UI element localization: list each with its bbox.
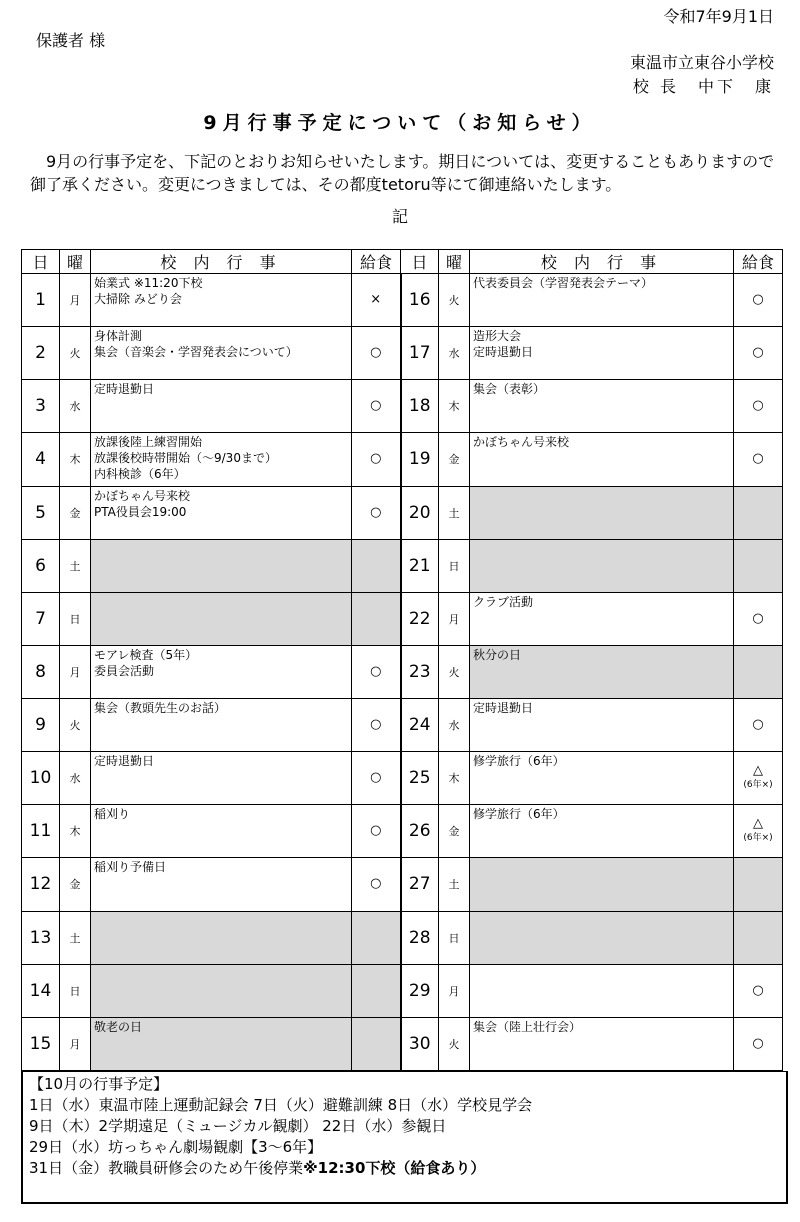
weekday: 火	[60, 327, 91, 380]
lunch-mark: ○	[752, 451, 764, 467]
day-number: 24	[401, 699, 439, 752]
event-item: 内科検診（6年）	[94, 467, 186, 482]
day-number: 28	[401, 911, 439, 964]
header-events: 校 内 行 事	[470, 250, 734, 274]
day-number: 1	[22, 274, 60, 327]
lunch-note: (6年×)	[743, 780, 773, 791]
schedule-body	[22, 274, 783, 1071]
october-line-2: 9日（木）2学期遠足（ミュージカル観劇） 22日（水）参観日	[29, 1117, 447, 1135]
day-number: 12	[22, 858, 60, 911]
table-row	[22, 327, 783, 380]
day-number: 4	[22, 433, 60, 486]
weekday: 水	[60, 380, 91, 433]
lunch-cell	[352, 592, 401, 645]
header-weekday: 曜	[60, 250, 91, 274]
day-number: 20	[401, 486, 439, 539]
day-number: 11	[22, 805, 60, 858]
event-item: 定時退勤日	[94, 382, 155, 397]
header-events: 校 内 行 事	[91, 250, 352, 274]
october-line-3: 29日（水）坊っちゃん劇場観劇【3～6年】	[29, 1138, 323, 1156]
lunch-cell	[352, 911, 401, 964]
table-row	[22, 911, 783, 964]
events-cell	[91, 964, 352, 1017]
event-item: 集会（音楽会・学習発表会について）	[94, 345, 298, 360]
day-number: 22	[401, 592, 439, 645]
weekday: 金	[439, 805, 470, 858]
events-cell	[470, 380, 734, 433]
table-row	[22, 486, 783, 539]
lunch-mark: △	[753, 816, 763, 832]
lunch-cell	[352, 805, 401, 858]
day-number: 26	[401, 805, 439, 858]
lunch-cell	[734, 592, 783, 645]
header-lunch: 給食	[352, 250, 401, 274]
lunch-note: (6年×)	[743, 833, 773, 844]
lunch-cell	[352, 327, 401, 380]
table-row	[22, 539, 783, 592]
events-cell	[470, 805, 734, 858]
weekday: 水	[439, 327, 470, 380]
weekday: 土	[439, 858, 470, 911]
weekday: 木	[60, 805, 91, 858]
schedule-table	[21, 249, 783, 1071]
events-cell	[91, 805, 352, 858]
event-item: PTA役員会19:00	[94, 504, 187, 519]
weekday: 日	[439, 539, 470, 592]
event-item: 大掃除 みどり会	[94, 292, 182, 306]
day-number: 6	[22, 539, 60, 592]
events-cell	[91, 699, 352, 752]
event-item: 稲刈り予備日	[94, 860, 167, 875]
table-row	[22, 699, 783, 752]
lunch-cell	[352, 274, 401, 327]
october-line-1: 1日（水）東温市陸上運動記録会 7日（火）避難訓練 8日（水）学校見学会	[29, 1096, 533, 1114]
weekday: 木	[439, 752, 470, 805]
weekday: 土	[60, 539, 91, 592]
lunch-mark: △	[753, 763, 763, 779]
lunch-cell	[734, 645, 783, 698]
day-number: 9	[22, 699, 60, 752]
lunch-mark: ○	[752, 398, 764, 414]
school-name: 東温市立東谷小学校	[629, 53, 774, 72]
events-cell	[91, 752, 352, 805]
events-cell	[470, 539, 734, 592]
events-cell	[91, 380, 352, 433]
event-item: 始業式 ※11:20下校	[94, 276, 203, 290]
addressee: 保護者 様	[36, 31, 106, 50]
day-number: 13	[22, 911, 60, 964]
events-cell	[470, 274, 734, 327]
header-day: 日	[22, 250, 60, 274]
events-cell	[470, 327, 734, 380]
events-cell	[470, 858, 734, 911]
october-heading: 【10月の行事予定】	[29, 1075, 169, 1093]
weekday: 金	[60, 486, 91, 539]
intro-line-1: 9月の行事予定を、下記のとおりお知らせいたします。期日については、変更することもありますので	[30, 152, 775, 171]
lunch-cell	[352, 752, 401, 805]
events-cell	[470, 486, 734, 539]
table-row	[22, 964, 783, 1017]
lunch-cell	[734, 699, 783, 752]
lunch-mark: ○	[370, 345, 382, 361]
lunch-cell	[352, 858, 401, 911]
lunch-cell	[352, 486, 401, 539]
lunch-cell	[734, 911, 783, 964]
lunch-cell	[734, 539, 783, 592]
document-date: 令和7年9月1日	[663, 7, 774, 26]
lunch-mark: ○	[752, 1035, 764, 1051]
table-row	[22, 592, 783, 645]
october-line-4-bold: ※12:30下校（給食あり）	[303, 1159, 486, 1177]
events-cell	[470, 964, 734, 1017]
principal-name: 校 長 中下 康	[632, 77, 774, 96]
events-cell	[91, 433, 352, 486]
day-number: 30	[401, 1017, 439, 1070]
lunch-mark: ○	[752, 345, 764, 361]
weekday: 火	[439, 274, 470, 327]
day-number: 10	[22, 752, 60, 805]
event-item: 身体計測	[94, 329, 143, 344]
event-item: 稲刈り	[94, 807, 131, 822]
events-cell	[91, 327, 352, 380]
events-cell	[470, 699, 734, 752]
weekday: 火	[439, 1017, 470, 1070]
lunch-mark: ○	[752, 717, 764, 733]
events-cell	[470, 592, 734, 645]
day-number: 29	[401, 964, 439, 1017]
table-row	[22, 433, 783, 486]
weekday: 日	[439, 911, 470, 964]
table-row	[22, 752, 783, 805]
weekday: 月	[439, 964, 470, 1017]
events-cell	[91, 911, 352, 964]
table-row	[22, 1017, 783, 1070]
table-row	[22, 645, 783, 698]
lunch-mark: ○	[752, 982, 764, 998]
lunch-mark: ○	[370, 823, 382, 839]
event-item: 敬老の日	[94, 1019, 143, 1034]
lunch-cell	[352, 964, 401, 1017]
day-number: 18	[401, 380, 439, 433]
weekday: 月	[60, 274, 91, 327]
weekday: 火	[60, 699, 91, 752]
table-row	[22, 805, 783, 858]
lunch-cell	[734, 858, 783, 911]
lunch-mark: ○	[370, 451, 382, 467]
weekday: 月	[439, 592, 470, 645]
lunch-cell	[734, 274, 783, 327]
events-cell	[91, 539, 352, 592]
weekday: 木	[60, 433, 91, 486]
event-item: クラブ活動	[473, 594, 534, 609]
day-number: 23	[401, 645, 439, 698]
event-item: 放課後校時帯開始（～9/30まで）	[94, 451, 277, 466]
intro-text	[30, 150, 790, 196]
header-day: 日	[401, 250, 439, 274]
events-cell	[470, 911, 734, 964]
events-cell	[91, 274, 352, 327]
event-item: 造形大会	[473, 329, 522, 344]
lunch-cell	[734, 486, 783, 539]
lunch-mark: ×	[370, 292, 382, 308]
event-item: 定時退勤日	[473, 701, 534, 715]
weekday: 月	[60, 645, 91, 698]
lunch-mark: ○	[370, 876, 382, 892]
day-number: 5	[22, 486, 60, 539]
table-row	[22, 274, 783, 327]
day-number: 3	[22, 380, 60, 433]
events-cell	[470, 645, 734, 698]
day-number: 17	[401, 327, 439, 380]
day-number: 25	[401, 752, 439, 805]
day-number: 2	[22, 327, 60, 380]
event-item: 定時退勤日	[473, 345, 534, 360]
day-number: 19	[401, 433, 439, 486]
day-number: 21	[401, 539, 439, 592]
lunch-cell	[734, 433, 783, 486]
lunch-mark: ○	[370, 770, 382, 786]
weekday: 水	[439, 699, 470, 752]
lunch-mark: ○	[370, 663, 382, 679]
lunch-mark: ○	[370, 398, 382, 414]
event-item: 集会（陸上壮行会）	[473, 1019, 582, 1034]
lunch-cell	[734, 964, 783, 1017]
event-item: 定時退勤日	[94, 754, 155, 769]
events-cell	[470, 433, 734, 486]
lunch-cell	[352, 1017, 401, 1070]
event-item: 放課後陸上練習開始	[94, 435, 203, 450]
page-title: 9月行事予定について（お知らせ）	[203, 112, 597, 134]
events-cell	[470, 1017, 734, 1070]
weekday: 日	[60, 592, 91, 645]
lunch-mark: ○	[752, 292, 764, 308]
weekday: 月	[60, 1017, 91, 1070]
lunch-cell	[352, 539, 401, 592]
lunch-cell	[734, 805, 783, 858]
weekday: 木	[439, 380, 470, 433]
event-item: 秋分の日	[473, 647, 522, 662]
lunch-cell	[734, 327, 783, 380]
events-cell	[91, 486, 352, 539]
lunch-mark: ○	[370, 504, 382, 520]
event-item: 委員会活動	[94, 663, 155, 678]
october-line-4-text: 31日（金）教職員研修会のため午後停業	[29, 1159, 304, 1177]
day-number: 16	[401, 274, 439, 327]
weekday: 土	[439, 486, 470, 539]
events-cell	[470, 752, 734, 805]
header-weekday: 曜	[439, 250, 470, 274]
lunch-cell	[734, 380, 783, 433]
weekday: 金	[60, 858, 91, 911]
table-row	[22, 858, 783, 911]
lunch-cell	[352, 645, 401, 698]
intro-line-2: 御了承ください。変更につきましては、その都度tetoru等にて御連絡いたします。	[30, 175, 622, 194]
day-number: 7	[22, 592, 60, 645]
event-item: かぼちゃん号来校	[473, 435, 570, 450]
events-cell	[91, 858, 352, 911]
weekday: 金	[439, 433, 470, 486]
event-item: かぼちゃん号来校	[94, 488, 191, 503]
lunch-cell	[352, 380, 401, 433]
lunch-mark: ○	[752, 610, 764, 626]
lunch-mark: ○	[370, 717, 382, 733]
weekday: 土	[60, 911, 91, 964]
header-lunch: 給食	[734, 250, 783, 274]
lunch-cell	[352, 699, 401, 752]
lunch-cell	[734, 752, 783, 805]
day-number: 8	[22, 645, 60, 698]
lunch-cell	[352, 433, 401, 486]
events-cell	[91, 1017, 352, 1070]
day-number: 15	[22, 1017, 60, 1070]
weekday: 火	[439, 645, 470, 698]
event-item: 代表委員会（学習発表会テーマ）	[473, 276, 654, 290]
events-cell	[91, 592, 352, 645]
october-schedule	[21, 1071, 788, 1204]
event-item: モアレ検査（5年）	[94, 647, 198, 662]
october-line-4	[29, 1158, 786, 1179]
day-number: 14	[22, 964, 60, 1017]
events-cell	[91, 645, 352, 698]
event-item: 修学旅行（6年）	[473, 807, 565, 822]
weekday: 水	[60, 752, 91, 805]
ki-mark: 記	[391, 207, 408, 226]
event-item: 修学旅行（6年）	[473, 754, 565, 769]
day-number: 27	[401, 858, 439, 911]
event-item: 集会（表彰）	[473, 382, 546, 397]
weekday: 日	[60, 964, 91, 1017]
event-item: 集会（教頭先生のお話）	[94, 701, 227, 715]
table-row	[22, 380, 783, 433]
lunch-cell	[734, 1017, 783, 1070]
